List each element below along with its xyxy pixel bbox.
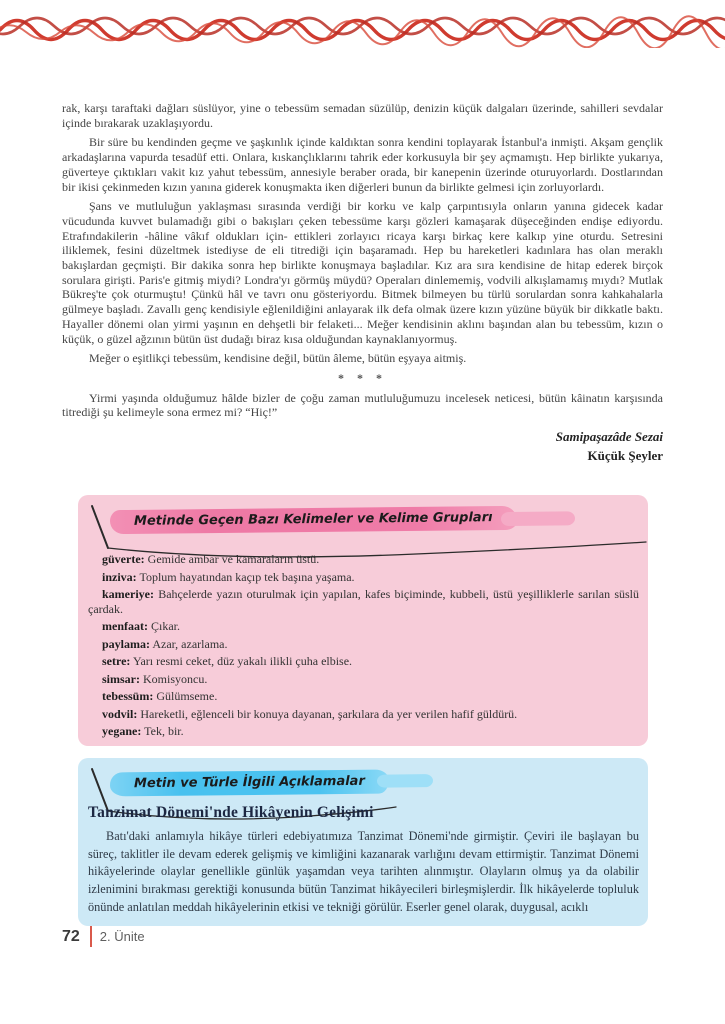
section-separator: * * *: [338, 370, 387, 385]
vocab-term: paylama:: [102, 636, 150, 651]
story-paragraph: rak, karşı taraftaki dağları süslüyor, yine o tebessüm semadan süzülüp, denizin küçük dalgaları üzerinde, sahilleri sevdalar içinde bırakarak uzaklaşıyordu.: [62, 101, 663, 130]
page-footer: [62, 926, 145, 947]
vocab-term: tebessüm:: [102, 689, 154, 704]
vocabulary-list: [88, 552, 639, 742]
vocab-definition: Komisyoncu.: [143, 671, 208, 686]
vocab-definition: Yarı resmi ceket, düz yakalı ilikli çuha elbise.: [133, 654, 353, 669]
vocab-term: yegane:: [102, 724, 142, 739]
vocab-term: vodvil:: [102, 706, 138, 721]
story-paragraph: Meğer o eşitlikçi tebessüm, kendisine değil, bütün âleme, bütün eşyaya aitmiş.: [89, 351, 467, 366]
vocabulary-box: [78, 495, 648, 746]
page-number: 72: [62, 927, 80, 945]
vocab-entry: [88, 637, 639, 652]
vocab-definition: Azar, azarlama.: [152, 636, 228, 651]
story-paragraph: Yirmi yaşında olduğumuz hâlde bizler de çoğu zaman mutluluğumuzu incelesek neticesi, bütün kâinatın karşısında titrediği şu kelimeyle sona ermez mi? “Hiç!”: [62, 390, 663, 420]
vocab-definition: Tek, bir.: [144, 724, 184, 739]
vocab-definition: Bahçelerde yazın oturulmak için yapılan, kafes biçiminde, kubbeli, üstü yeşilliklerle sarılan süslü çardak.: [88, 587, 639, 616]
vocab-term: simsar:: [102, 671, 140, 686]
explanation-box-title: Metin ve Türle İlgili Açıklamalar: [110, 770, 389, 797]
vocab-entry: [88, 619, 639, 634]
author-name: Samipaşazâde Sezai: [555, 429, 663, 445]
vocab-entry: [88, 654, 639, 669]
vocab-definition: Gülümseme.: [156, 689, 218, 704]
vocab-definition: Gemide ambar ve kamaraların üstü.: [147, 552, 320, 566]
story-paragraph: Şans ve mutluluğun yaklaşması sırasında verdiği bir korku ve kalp çarpıntısıyla onların yanına gidecek kadar vücudunda kuvvet bulamadığı gibi o bakışları çeken tebessüme karşı gözleri kamaşarak düşeceğinden endişe ediyordu. Etrafındakilerin -hâline vâkıf oldukları için- ettikleri zorlayıcı ricaya karşı birkaç kere kalkıp yine oturdu. Setresini iliklemek, fesini düzeltmek istediyse de eli titrediği için başaramadı. Hep bu hareketleri kadınlara has olan meraklı bakışlardan geçmişti. Bir dakika sonra hep birlikte konuşmaya başladılar. Kız ara sıra kendisine de hitap ederek birçok sorulara girişti. Paris'e gitmiş miydi? Londra'yı görmüş müydü? Operaları dinlememiş, vodvili alkışlamamış mıydı? Mutlak Bükreş'te çok oturmuştu! Çünkü hâl ve tavrı onu gösteriyordu. Bitmek bilmeyen bu türlü sorulardan sonra kahkahalarla gülmeye başladı. Zavallı genç kendisiyle eğlenildiğini anlayarak ilk defa olmak üzere kızın yüzüne büyük bir dikkatle baktı. Hayaller dönemi olan yirmi yaşının en dehşetli bir felaketi... Meğer kendisinin aklını başından alan bu tebessüm, kızın o küçük, o güzel ağzının bütün üst dudağı biraz kısa olduğundan kaynaklanıyormuş.: [62, 199, 663, 346]
vocab-term: güverte:: [102, 552, 145, 566]
footer-divider: [90, 926, 92, 947]
vocab-entry: [88, 672, 639, 687]
vocabulary-box-title: Metinde Geçen Bazı Kelimeler ve Kelime Grupları: [110, 506, 517, 534]
story-text-block: [62, 101, 663, 465]
vocab-entry: [88, 552, 639, 567]
vocab-term: inziva:: [102, 569, 137, 584]
vocab-term: kameriye:: [102, 587, 154, 601]
story-paragraph: Bir süre bu kendinden geçme ve şaşkınlık içinde kaldıktan sonra kendini toplayarak İstanbul'a inmişti. Akşam gençlik arkadaşlarına vapurda tesadüf etti. Onlara, kıskançlıklarını tahrik eder korkusuyla bir şey açmamıştı. Hep birlikte yukarıya, güverteye çıktıkları vakit kız yahut tebessüm, annesiyle beraber orada, bir kanepenin üzerinde oturuyorlardı. Dostlarından bir ikisi çekinmeden kızın yanına giderek konuşmakta iken diğerleri bunun da birlikte gelmesi için zorluyorlardı.: [62, 135, 663, 194]
unit-label: 2. Ünite: [99, 929, 145, 944]
explanation-box: [78, 758, 648, 926]
vocab-entry: [88, 724, 639, 739]
signature-block: [62, 427, 663, 465]
vocab-term: menfaat:: [102, 619, 148, 634]
topic-heading: Tanzimat Dönemi'nde Hikâyenin Gelişimi: [88, 804, 374, 821]
red-wavy-lines-decoration: [0, 6, 725, 48]
topic-paragraph: Batı'daki anlamıyla hikâye türleri edebiyatımıza Tanzimat Dönemi'nde girmiştir. Çeviri ile başlayan bu süreç, taklitler ile devam ederek gelişmiş ve kimliğini kazanarak varlığını devam ettirmiştir. Tanzimat Dönemi hikâyelerinde olaylar genellikle günlük yaşamdan veya tarihten alınmıştır. Olayların olmuş ya da olabilir izlenimini bırakması gerektiği konusunda bütün Tanzimat hikâyecileri birleşmişlerdir. İlk hikâyelerde topluluk önünde anlatılan meddah hikâyelerinin etkisi ve tekniği görülür. Eserler genel olarak, duygusal, acıklı: [88, 829, 639, 914]
topic-body: [88, 828, 639, 917]
vocab-entry: [88, 570, 639, 585]
vocab-definition: Toplum hayatından kaçıp tek başına yaşama.: [139, 569, 355, 584]
vocab-definition: Çıkar.: [150, 619, 180, 634]
vocab-entry: [88, 587, 639, 617]
vocabulary-box-header: [86, 504, 517, 550]
vocab-definition: Hareketli, eğlenceli bir konuya dayanan, şarkılara da yer verilen hafif güldürü.: [140, 706, 518, 721]
vocab-term: setre:: [102, 654, 131, 669]
work-title: Küçük Şeyler: [587, 448, 663, 464]
vocab-entry: [88, 689, 639, 704]
vocab-entry: [88, 707, 639, 722]
